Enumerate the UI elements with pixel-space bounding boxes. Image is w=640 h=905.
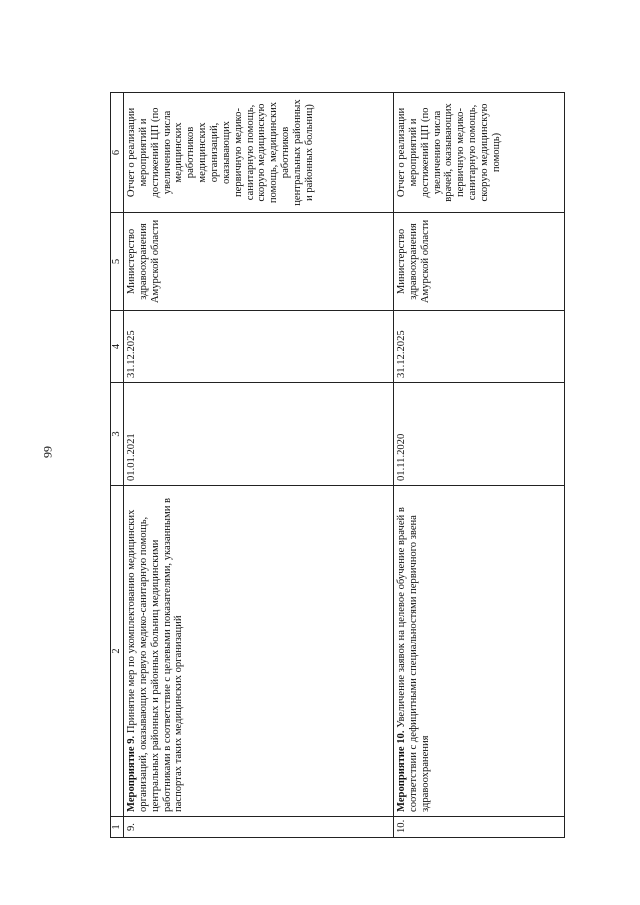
page-number: 99 [40, 446, 55, 458]
column-header-5: 5 [111, 213, 124, 311]
result: Отчет о реализации мероприятий и достижений ЦП (по увеличению числа медицинских работников медицинских организаций, оказывающих первичную медико-санитарную помощь, скорую медицинскую помощь, медицинских работников центральных районных и районных больниц) [124, 93, 394, 213]
executor: Министерство здравоохранения Амурской области [394, 213, 565, 311]
activities-table [110, 92, 565, 838]
column-header-2: 2 [111, 486, 124, 817]
result: Отчет о реализации мероприятий и достижений ЦП (по увеличению числа врачей, оказывающих первичную медико-санитарную помощь, скорую медицинскую помощь) [394, 93, 565, 213]
end-date: 31.12.2025 [394, 311, 565, 383]
column-header-4: 4 [111, 311, 124, 383]
activity-title: Мероприятие 10. [396, 730, 407, 812]
column-header-3: 3 [111, 383, 124, 486]
activity-title: Мероприятие 9. [126, 735, 137, 812]
table-row [394, 93, 565, 838]
rotated-table-container [110, 93, 565, 838]
row-index: 10. [394, 817, 565, 838]
start-date: 01.01.2021 [124, 383, 394, 486]
end-date: 31.12.2025 [124, 311, 394, 383]
start-date: 01.11.2020 [394, 383, 565, 486]
activity-text: Принятие мер по укомплектованию медицинских организаций, оказывающих первую медико-санитарную помощь, центральных районных и районных больниц медицинскими работниками в соответствие с целевыми показателями, указанными в паспортах таких медицинских организаций [126, 497, 185, 812]
activity-cell [124, 486, 394, 817]
activity-cell [394, 486, 565, 817]
table-row [124, 93, 394, 838]
column-header-6: 6 [111, 93, 124, 213]
column-header-1: 1 [111, 817, 124, 838]
table-header-row [111, 93, 124, 838]
activity-text: Увеличение заявок на целевое обучение врачей в соответствии с дефицитными специальностями первичного звена здравоохранения [396, 507, 431, 812]
executor: Министерство здравоохранения Амурской области [124, 213, 394, 311]
row-index: 9. [124, 817, 394, 838]
